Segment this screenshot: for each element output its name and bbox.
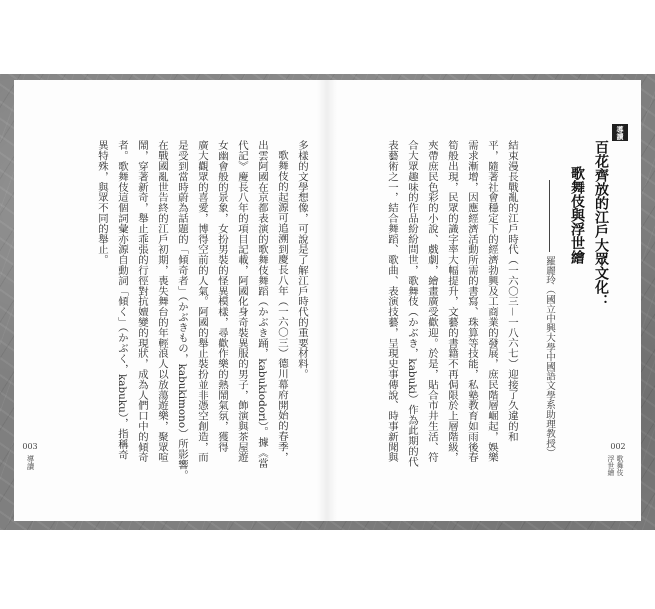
- section-tag: 導讀: [612, 124, 628, 141]
- body-column: 多樣的文學想像，可說是了解江戶時代的重要材料。: [296, 140, 308, 380]
- body-column: 平，隨著社會穩定下的經濟勃興及工商業的發展，庶民階層崛起，娛樂: [486, 140, 498, 463]
- body-column: 夾帶庶民色彩的小說、戲劇，繪畫廣受歡迎。於是，貼合市井生活、符: [426, 140, 438, 463]
- page-number-right: 002: [610, 442, 626, 451]
- page-number-left: 003: [22, 442, 38, 451]
- body-column: 廣大觀眾的喜愛，博得空前的人氣。阿國的舉止裝扮並非憑空創造，而: [196, 140, 208, 463]
- body-column: 需求漸增，因應經濟活動所需的書寫、珠算等技能，私塾教育如雨後春: [466, 140, 478, 463]
- body-column: 出雲阿國在京都表演的歌舞伎舞蹈（かぶき踊，kabukiodori）。據《當: [256, 140, 268, 469]
- body-column: 結束漫長戰亂的江戶時代（一六〇三－一八六七）迎接了久違的和: [506, 140, 518, 442]
- left-page-body: [92, 140, 312, 485]
- body-column: 歌舞伎的起源可追溯到慶長八年（一六〇三）德川幕府開始的春季，: [276, 150, 288, 463]
- body-column: 女幽會般的景象，女扮男裝的怪異模樣，尋歡作樂的熱鬧氣氛，獲得: [216, 140, 228, 452]
- body-column: 表藝術之一，結合舞蹈、歌曲、表演技藝，呈現史事傳說、時事新聞與: [386, 140, 398, 463]
- running-footer-right: 浮世繪: [607, 455, 615, 476]
- running-footer-left: 導讀: [26, 455, 35, 470]
- body-column: 異特殊，與眾不同的舉止。: [96, 140, 108, 265]
- body-column: 代記》慶長八年的項目記載，阿國化身奇裝異服的男子，飾演與茶屋遊: [236, 140, 248, 463]
- body-column: 是受到當時蔚為話題的「傾奇者」（かぶきもの，kabukimono）所影響。: [176, 140, 188, 481]
- author-byline: 羅麗玲（國立中興大學中國語文學系助理教授）: [544, 256, 555, 458]
- body-column: 合大眾趣味的作品紛紛問世，歌舞伎（かぶき，kabuki）作為此期的代: [406, 140, 418, 467]
- body-column: 者。歌舞伎這個詞彙亦源自動詞「傾く」（かぶく，kabuku），指稱奇: [116, 140, 128, 460]
- body-column: 鬧，穿著新奇，舉止乖張的行徑對抗嬗變的現狀，成為人們口中的傾奇: [136, 140, 148, 463]
- body-column: 筍般出現，民眾的識字率大幅提升，文藝的書籍不再侷限於上層階級，: [446, 140, 458, 463]
- chapter-title-line-2: 歌舞伎與浮世繪: [569, 166, 585, 264]
- running-footer-right: 歌舞伎: [616, 455, 624, 476]
- author-dash-rule: [549, 180, 550, 252]
- right-page-body: [382, 140, 522, 485]
- body-column: 在戰國亂世告終的江戶初期，喪失舞台的年輕浪人以放蕩遊樂，聚眾喧: [156, 140, 168, 463]
- chapter-title-line-1: 百花齊放的江戶大眾文化：: [593, 140, 609, 308]
